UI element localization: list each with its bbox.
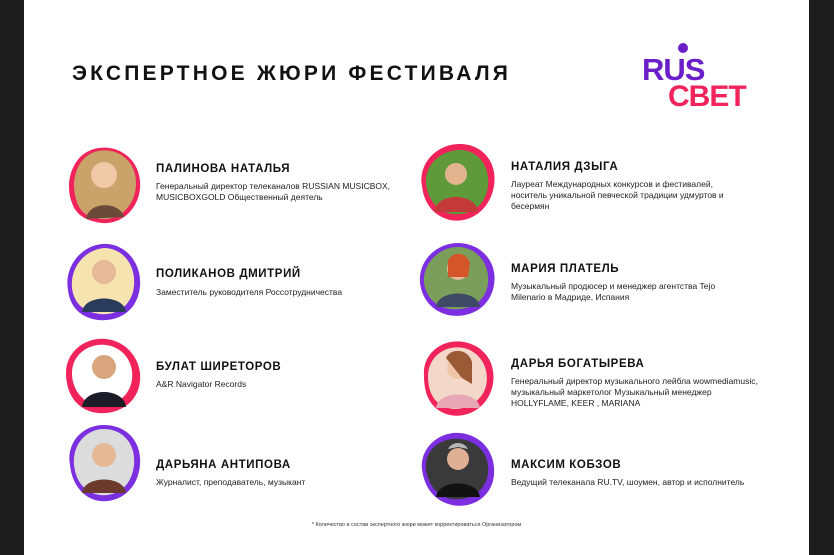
avatar <box>64 421 144 505</box>
jury-name: МАРИЯ ПЛАТЕЛЬ <box>511 263 620 275</box>
jury-description: Генеральный директор телеканалов RUSSIAN MUSICBOX, MUSICBOXGOLD Общественный деятель <box>156 181 391 203</box>
page-title: ЭКСПЕРТНОЕ ЖЮРИ ФЕСТИВАЛЯ <box>72 62 512 85</box>
avatar <box>64 240 144 324</box>
jury-name: ПОЛИКАНОВ ДМИТРИЙ <box>156 268 301 280</box>
jury-name: ПАЛИНОВА НАТАЛЬЯ <box>156 163 291 175</box>
rus-svet-logo <box>640 40 760 120</box>
jury-name: БУЛАТ ШИРЕТОРОВ <box>156 361 282 373</box>
logo-rus: RUS <box>642 52 705 87</box>
slide <box>24 0 809 555</box>
jury-description: Заместитель руководителя Россотрудничества <box>156 287 343 297</box>
jury-description: Генеральный директор музыкального лейбла wowmediamusic, музыкальный маркетолог Музыкальный менеджер HOLLYFLAME, KEER , MARIANA <box>511 376 758 409</box>
jury-description: Музыкальный продюсер и менеджер агентства Tejo Milenario в Мадриде, Испания <box>511 281 716 303</box>
jury-description: A&R Navigator Records <box>156 379 247 389</box>
avatar <box>418 237 498 321</box>
jury-description: Журналист, преподаватель, музыкант <box>156 477 306 487</box>
jury-name: ДАРЬЯНА АНТИПОВА <box>156 459 291 471</box>
jury-name: НАТАЛИЯ ДЗЫГА <box>511 161 619 173</box>
avatar <box>64 143 144 227</box>
avatar <box>418 336 498 420</box>
logo-svet: СВЕТ <box>668 80 746 113</box>
jury-description: Ведущий телеканала RU.TV, шоумен, автор и исполнитель <box>511 477 745 487</box>
jury-description: Лауреат Международных конкурсов и фестивалей, носитель уникальной певческой традиции удмуртов и бесермян <box>511 179 724 212</box>
jury-name: МАКСИМ КОБЗОВ <box>511 459 622 471</box>
avatar <box>418 427 498 511</box>
avatar <box>64 333 144 417</box>
jury-name: ДАРЬЯ БОГАТЫРЕВА <box>511 358 645 370</box>
footnote: * Количество и состав экспертного жюри может корректироваться Организатором <box>311 522 522 528</box>
avatar <box>418 140 498 224</box>
